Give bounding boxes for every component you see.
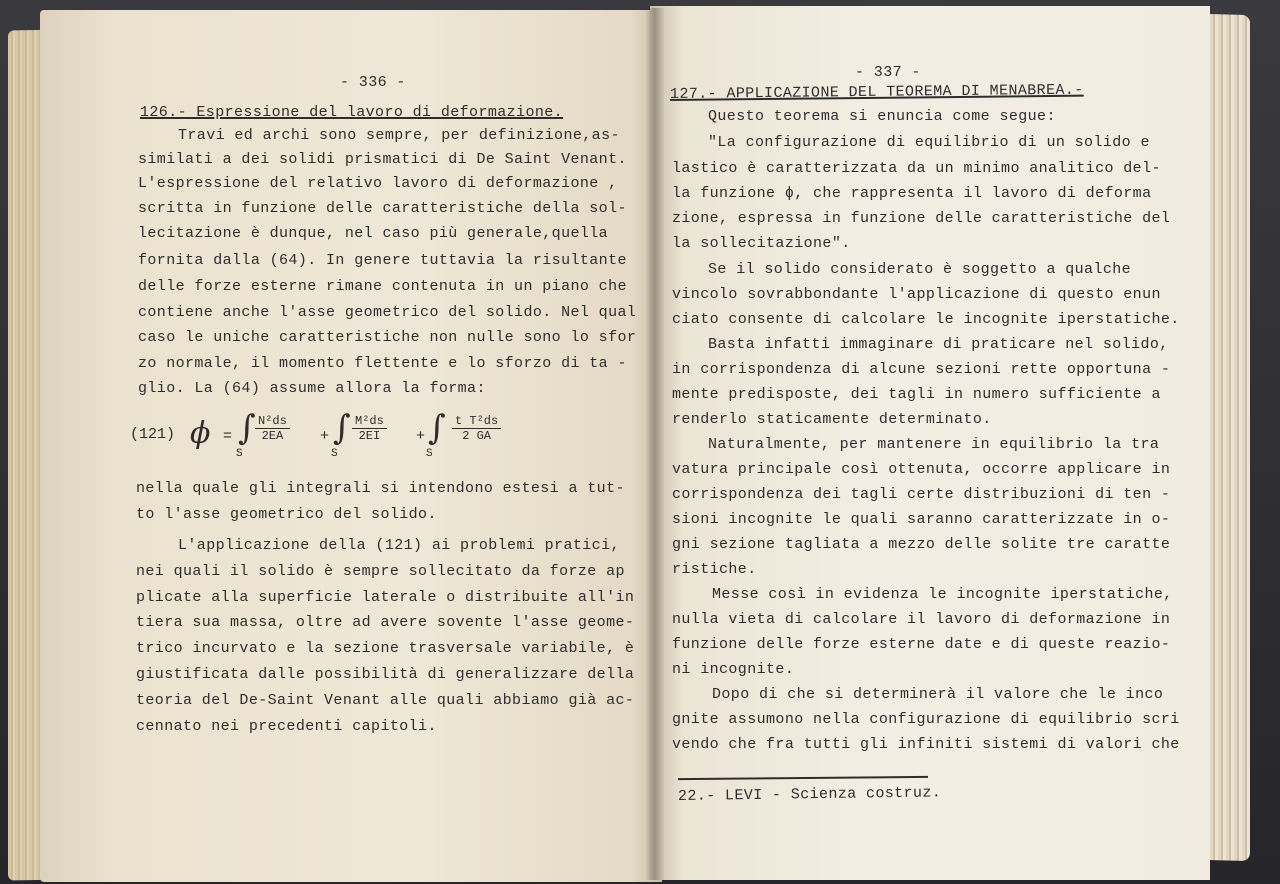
fraction-numerator: N²ds <box>255 414 290 429</box>
fraction-3 <box>452 414 501 443</box>
equation-label: (121) <box>130 426 176 443</box>
text-line: Naturalmente, per mantenere in equilibrio la tra <box>708 436 1160 453</box>
left-section-heading-text: 126.- Espressione del lavoro di deformazione. <box>140 104 564 121</box>
fraction-2 <box>352 414 387 443</box>
right-page-number: - 337 - <box>855 64 921 81</box>
integral-sign: ∫ <box>333 408 351 448</box>
text-line: gni sezione tagliata a mezzo delle solite tre caratte <box>672 536 1171 553</box>
text-line: gnite assumono nella configurazione di equilibrio scri <box>672 711 1180 728</box>
text-line: Questo teorema si enuncia come segue: <box>708 108 1056 125</box>
phi-symbol: ϕ <box>190 416 211 451</box>
text-line: similati a dei solidi prismatici di De Saint Venant. <box>138 151 627 168</box>
text-line: glio. La (64) assume allora la forma: <box>138 380 486 397</box>
text-line: funzione delle forze esterne date e di queste reazio- <box>672 636 1171 653</box>
fraction-numerator: t T²ds <box>452 414 501 429</box>
text-line: Messe così in evidenza le incognite iperstatiche, <box>712 586 1173 603</box>
text-line: zo normale, il momento flettente e lo sforzo di ta - <box>138 355 627 372</box>
text-line: vendo che fra tutti gli infiniti sistemi di valori che <box>672 736 1180 753</box>
integral-domain: S <box>426 448 433 460</box>
text-line: to l'asse geometrico del solido. <box>136 506 437 523</box>
text-line: "La configurazione di equilibrio di un solido e <box>708 134 1150 151</box>
text-line: Dopo di che si determinerà il valore che le inco <box>712 686 1164 703</box>
text-line: ciato consente di calcolare le incognite iperstatiche. <box>672 311 1180 328</box>
plus-sign: + <box>416 428 426 445</box>
fraction-1 <box>255 414 290 443</box>
equals-sign: = <box>223 428 233 445</box>
text-line: L'espressione del relativo lavoro di deformazione , <box>138 175 618 192</box>
right-page-footer: 22.- LEVI - Scienza costruz. <box>677 784 942 805</box>
text-line: trico incurvato e la sezione trasversale variabile, è <box>136 640 635 657</box>
integral-domain: S <box>331 448 338 460</box>
text-line: vatura principale così ottenuta, occorre applicare in <box>672 461 1171 478</box>
integral-sign: ∫ <box>238 408 256 448</box>
text-line: Travi ed archi sono sempre, per definizione,as- <box>178 127 620 144</box>
text-line: renderlo staticamente determinato. <box>672 411 992 428</box>
text-line: fornita dalla (64). In genere tuttavia la risultante <box>138 252 627 269</box>
text-line: ni incognite. <box>672 661 795 678</box>
text-line: corrispondenza dei tagli certe distribuzioni di ten - <box>672 486 1171 503</box>
text-line: teoria del De-Saint Venant alle quali abbiamo già ac- <box>136 692 635 709</box>
text-line: nulla vieta di calcolare il lavoro di deformazione in <box>672 611 1171 628</box>
left-page-number: - 336 - <box>340 74 406 91</box>
book-gutter <box>646 8 664 880</box>
text-line: delle forze esterne rimane contenuta in un piano che <box>138 278 627 295</box>
text-line: nei quali il solido è sempre sollecitato da forze ap <box>136 563 625 580</box>
text-line: sioni incognite le quali saranno caratterizzate in o- <box>672 511 1171 528</box>
integral-domain: S <box>236 448 243 460</box>
text-line: mente predisposte, dei tagli in numero sufficiente a <box>672 386 1161 403</box>
text-line: la funzione ϕ, che rappresenta il lavoro di deforma <box>672 185 1152 202</box>
text-line: tiera sua massa, oltre ad avere sovente l'asse geome- <box>136 614 635 631</box>
text-line: scritta in funzione delle caratteristiche della sol- <box>138 200 627 217</box>
plus-sign: + <box>320 428 330 445</box>
text-line: Basta infatti immaginare di praticare nel solido, <box>708 336 1169 353</box>
equation-121 <box>130 408 550 468</box>
text-line: cennato nei precedenti capitoli. <box>136 718 437 735</box>
fraction-denominator: 2EI <box>358 429 381 443</box>
text-line: ristiche. <box>672 561 757 578</box>
left-section-heading <box>140 104 563 121</box>
text-line: contiene anche l'asse geometrico del solido. Nel qual <box>138 304 637 321</box>
text-line: vincolo sovrabbondante l'applicazione di questo enun <box>672 286 1161 303</box>
text-line: L'applicazione della (121) ai problemi pratici, <box>178 537 620 554</box>
text-line: caso le uniche caratteristiche non nulle sono lo sfor <box>138 329 637 346</box>
text-line: in corrispondenza di alcune sezioni rette opportuna - <box>672 361 1171 378</box>
text-line: zione, espressa in funzione delle caratteristiche del <box>672 210 1171 227</box>
fraction-denominator: 2 GA <box>462 429 492 443</box>
fraction-numerator: M²ds <box>352 414 387 429</box>
right-section-heading-text: 127.- APPLICAZIONE DEL TEOREMA DI MENABREA.- <box>669 81 1084 103</box>
text-line: plicate alla superficie laterale o distribuite all'in <box>136 589 635 606</box>
fraction-denominator: 2EA <box>261 429 284 443</box>
integral-sign: ∫ <box>428 408 446 448</box>
text-line: giustificata dalle possibilità di generalizzare della <box>136 666 635 683</box>
text-line: nella quale gli integrali si intendono estesi a tut- <box>136 480 625 497</box>
text-line: lecitazione è dunque, nel caso più generale,quella <box>138 225 609 242</box>
text-line: Se il solido considerato è soggetto a qualche <box>708 261 1132 278</box>
text-line: la sollecitazione". <box>672 235 851 252</box>
text-line: lastico è caratterizzata da un minimo analitico del- <box>672 160 1161 177</box>
